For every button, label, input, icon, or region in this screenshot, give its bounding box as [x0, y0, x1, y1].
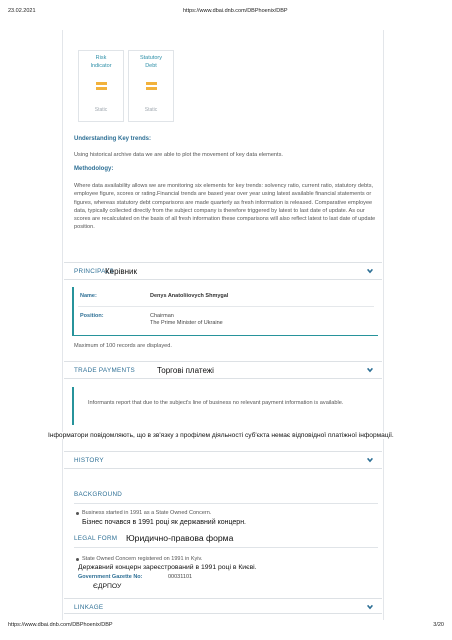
section-title: LINKAGE [74, 604, 104, 611]
legal-form-item-translation: Державний концерн зареєстрований в 1991 році в Києві. [78, 564, 257, 571]
trends-text: Using historical archive data we are able to plot the movement of key data elements. [74, 152, 283, 158]
print-header [8, 8, 444, 14]
principal-name-row [74, 287, 378, 306]
indicator-status: Static [144, 107, 158, 113]
chevron-down-icon[interactable] [366, 366, 374, 374]
background-item: Business started in 1991 as a State Owned Concern. [82, 510, 212, 516]
name-label: Name: [80, 293, 97, 299]
print-footer-url: https://www.dbai.dnb.com/DBPhoenix/DBP [8, 622, 113, 628]
chevron-down-icon[interactable] [366, 456, 374, 464]
indicator-status: Static [94, 107, 108, 113]
print-footer [8, 622, 444, 628]
legal-form-item: State Owned Concern registered on 1991 in Kyiv. [82, 556, 203, 562]
section-title: TRADE PAYMENTS [74, 367, 135, 374]
position-label: Position: [80, 313, 104, 319]
section-title: HISTORY [74, 457, 104, 464]
print-date: 23.02.2021 [8, 8, 36, 14]
section-trade-payments[interactable] [64, 361, 382, 379]
trade-payments-info-translation: Інформатори повідомляють, що в зв'язку з профілем діяльності суб'єкта немає відповідної платіжної інформації. [48, 432, 394, 439]
principal-position-row [74, 307, 378, 335]
section-history[interactable] [64, 451, 382, 469]
legal-form-heading: LEGAL FORM [74, 535, 118, 542]
gazette-translation: ЄДРПОУ [93, 583, 122, 590]
position-value: Chairman [150, 313, 174, 319]
name-value: Denys Anatoliiovych Shmygal [150, 293, 229, 299]
section-title: PRINCIPALS [74, 268, 114, 275]
print-url: https://www.dbai.dnb.com/DBPhoenix/DBP [183, 8, 288, 14]
chevron-down-icon[interactable] [366, 267, 374, 275]
principals-panel [72, 287, 378, 336]
gazette-value: 00031101 [168, 574, 193, 580]
trade-payments-info-text: Informants report that due to the subject's line of business no relevant payment information is available. [88, 400, 344, 406]
indicator-title: Statutory Debt [139, 55, 162, 69]
trends-heading: Understanding Key trends: [74, 136, 152, 142]
methodology-text: Where data availability allows we are monitoring six elements for key trends: solvency ratio, current ratio, statutory debts, employee figure, scores or rating.Financial trends are based year over year using latest available financial statements or figures, whereas statutory debt comparisons are made quarterly as fresh information is released. Comparative employee data, typically collected directly from the subject company is therefore triggered by latest to last date of update. As our scores are recalculated on the basis of all fresh information these comparisons will also reflect latest to last date of update position. [74, 183, 376, 231]
section-linkage[interactable] [64, 598, 382, 614]
page-number: 3/20 [433, 622, 444, 628]
gazette-row [78, 574, 193, 580]
background-heading: BACKGROUND [74, 491, 123, 498]
principals-footnote: Maximum of 100 records are displayed. [74, 343, 172, 349]
indicator-title: Risk Indicator [90, 55, 112, 69]
indicator-card-risk[interactable] [78, 50, 124, 122]
legal-form-translation: Юридично-правова форма [126, 533, 234, 543]
static-trend-icon [96, 82, 107, 92]
chevron-down-icon[interactable] [366, 603, 374, 611]
gazette-label: Government Gazette No: [78, 574, 143, 580]
trade-payments-translation: Торгові платежі [157, 366, 214, 375]
position-detail: The Prime Minister of Ukraine [150, 320, 223, 326]
principals-translation: Керівник [105, 267, 137, 276]
indicator-card-statutory-debt[interactable] [128, 50, 174, 122]
trade-payments-info [72, 387, 378, 425]
methodology-heading: Methodology: [74, 166, 114, 172]
background-item-translation: Бізнес почався в 1991 році як державний концерн. [82, 519, 247, 526]
indicator-cards [78, 50, 174, 122]
static-trend-icon [146, 82, 157, 92]
